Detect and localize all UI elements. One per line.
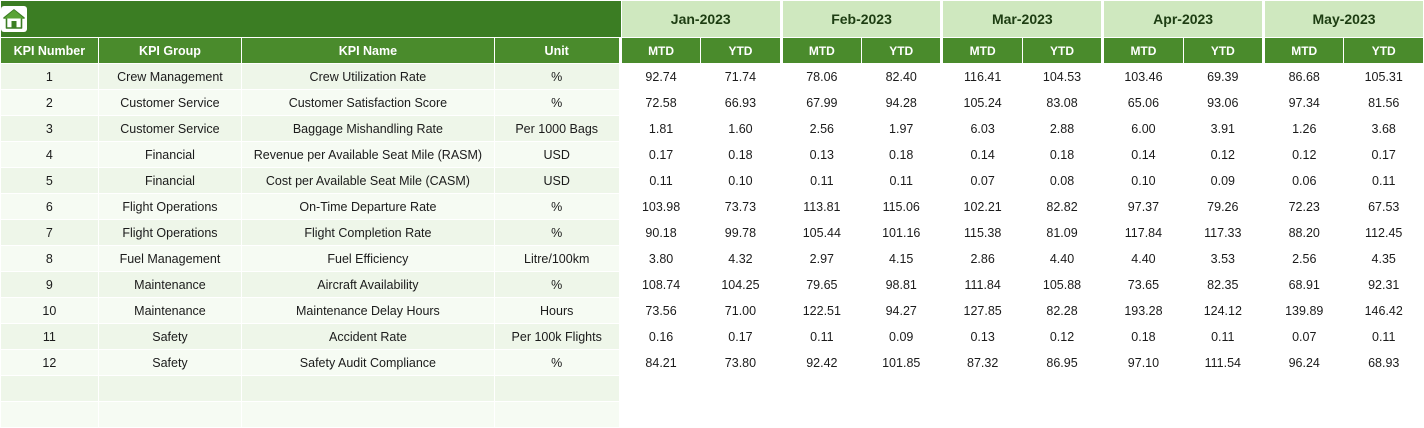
cell-feb-ytd: 101.85 bbox=[862, 350, 941, 376]
cell-empty bbox=[1265, 376, 1344, 402]
cell-may-ytd: 81.56 bbox=[1344, 90, 1424, 116]
cell-jan-mtd: 0.16 bbox=[621, 324, 700, 350]
metric-header-apr-ytd[interactable]: YTD bbox=[1183, 38, 1262, 64]
cell-apr-mtd: 103.46 bbox=[1104, 64, 1183, 90]
cell-kpi-number: 2 bbox=[1, 90, 99, 116]
table-row[interactable] bbox=[1, 168, 1424, 194]
cell-kpi-group: Customer Service bbox=[98, 116, 242, 142]
cell-kpi-group: Flight Operations bbox=[98, 194, 242, 220]
cell-may-mtd: 68.91 bbox=[1265, 272, 1344, 298]
cell-apr-ytd: 82.35 bbox=[1183, 272, 1262, 298]
cell-may-ytd: 4.35 bbox=[1344, 246, 1424, 272]
cell-kpi-number: 8 bbox=[1, 246, 99, 272]
cell-kpi-name: Accident Rate bbox=[242, 324, 494, 350]
cell-may-mtd: 0.06 bbox=[1265, 168, 1344, 194]
cell-kpi-name: On-Time Departure Rate bbox=[242, 194, 494, 220]
cell-kpi-number: 12 bbox=[1, 350, 99, 376]
cell-mar-mtd: 127.85 bbox=[943, 298, 1022, 324]
cell-mar-ytd: 0.08 bbox=[1022, 168, 1101, 194]
column-header-kpi-number[interactable]: KPI Number bbox=[1, 38, 99, 64]
cell-feb-ytd: 94.27 bbox=[862, 298, 941, 324]
cell-unit: Per 100k Flights bbox=[494, 324, 619, 350]
cell-kpi-name: Revenue per Available Seat Mile (RASM) bbox=[242, 142, 494, 168]
cell-empty bbox=[1183, 376, 1262, 402]
cell-mar-mtd: 6.03 bbox=[943, 116, 1022, 142]
cell-feb-ytd: 115.06 bbox=[862, 194, 941, 220]
cell-mar-mtd: 102.21 bbox=[943, 194, 1022, 220]
cell-apr-mtd: 97.37 bbox=[1104, 194, 1183, 220]
metric-header-apr-mtd[interactable]: MTD bbox=[1104, 38, 1183, 64]
cell-apr-ytd: 93.06 bbox=[1183, 90, 1262, 116]
cell-may-ytd: 92.31 bbox=[1344, 272, 1424, 298]
cell-feb-mtd: 92.42 bbox=[782, 350, 861, 376]
cell-feb-ytd: 0.09 bbox=[862, 324, 941, 350]
cell-may-mtd: 88.20 bbox=[1265, 220, 1344, 246]
cell-mar-ytd: 0.18 bbox=[1022, 142, 1101, 168]
cell-kpi-group: Customer Service bbox=[98, 90, 242, 116]
cell-empty bbox=[1344, 402, 1424, 428]
month-header-may: May-2023 bbox=[1265, 1, 1424, 38]
cell-jan-ytd: 1.60 bbox=[701, 116, 780, 142]
cell-apr-mtd: 0.10 bbox=[1104, 168, 1183, 194]
cell-empty bbox=[943, 376, 1022, 402]
cell-kpi-group: Flight Operations bbox=[98, 220, 242, 246]
cell-feb-mtd: 2.97 bbox=[782, 246, 861, 272]
cell-jan-mtd: 3.80 bbox=[621, 246, 700, 272]
metric-header-mar-mtd[interactable]: MTD bbox=[943, 38, 1022, 64]
cell-jan-ytd: 71.74 bbox=[701, 64, 780, 90]
cell-mar-mtd: 115.38 bbox=[943, 220, 1022, 246]
cell-unit: USD bbox=[494, 168, 619, 194]
table-row-empty bbox=[1, 402, 1424, 428]
month-band-row bbox=[1, 1, 1424, 38]
cell-unit: % bbox=[494, 350, 619, 376]
cell-mar-ytd: 104.53 bbox=[1022, 64, 1101, 90]
cell-empty bbox=[943, 402, 1022, 428]
table-row[interactable] bbox=[1, 142, 1424, 168]
cell-unit: Per 1000 Bags bbox=[494, 116, 619, 142]
cell-mar-ytd: 81.09 bbox=[1022, 220, 1101, 246]
cell-kpi-name: Maintenance Delay Hours bbox=[242, 298, 494, 324]
cell-kpi-name: Fuel Efficiency bbox=[242, 246, 494, 272]
cell-kpi-name: Crew Utilization Rate bbox=[242, 64, 494, 90]
month-header-jan: Jan-2023 bbox=[621, 1, 780, 38]
cell-feb-mtd: 105.44 bbox=[782, 220, 861, 246]
cell-may-mtd: 139.89 bbox=[1265, 298, 1344, 324]
cell-kpi-name: Cost per Available Seat Mile (CASM) bbox=[242, 168, 494, 194]
cell-may-ytd: 67.53 bbox=[1344, 194, 1424, 220]
cell-may-ytd: 0.17 bbox=[1344, 142, 1424, 168]
metric-header-mar-ytd[interactable]: YTD bbox=[1022, 38, 1101, 64]
cell-empty bbox=[98, 402, 242, 428]
metric-header-feb-mtd[interactable]: MTD bbox=[782, 38, 861, 64]
cell-jan-ytd: 4.32 bbox=[701, 246, 780, 272]
table-body bbox=[1, 64, 1424, 428]
cell-feb-ytd: 0.11 bbox=[862, 168, 941, 194]
cell-apr-mtd: 0.18 bbox=[1104, 324, 1183, 350]
table-row[interactable] bbox=[1, 64, 1424, 90]
cell-apr-ytd: 0.09 bbox=[1183, 168, 1262, 194]
cell-may-ytd: 3.68 bbox=[1344, 116, 1424, 142]
cell-apr-ytd: 117.33 bbox=[1183, 220, 1262, 246]
cell-kpi-name: Flight Completion Rate bbox=[242, 220, 494, 246]
cell-empty bbox=[701, 376, 780, 402]
cell-may-mtd: 97.34 bbox=[1265, 90, 1344, 116]
cell-empty bbox=[701, 402, 780, 428]
cell-may-mtd: 0.12 bbox=[1265, 142, 1344, 168]
cell-unit: % bbox=[494, 90, 619, 116]
cell-apr-ytd: 79.26 bbox=[1183, 194, 1262, 220]
cell-jan-mtd: 90.18 bbox=[621, 220, 700, 246]
cell-apr-mtd: 0.14 bbox=[1104, 142, 1183, 168]
cell-mar-mtd: 0.07 bbox=[943, 168, 1022, 194]
cell-jan-mtd: 92.74 bbox=[621, 64, 700, 90]
metric-header-may-ytd[interactable]: YTD bbox=[1344, 38, 1424, 64]
cell-may-mtd: 86.68 bbox=[1265, 64, 1344, 90]
month-header-mar: Mar-2023 bbox=[943, 1, 1102, 38]
logo-cell[interactable] bbox=[1, 1, 622, 38]
cell-mar-ytd: 105.88 bbox=[1022, 272, 1101, 298]
cell-unit: Litre/100km bbox=[494, 246, 619, 272]
cell-kpi-name: Customer Satisfaction Score bbox=[242, 90, 494, 116]
cell-empty bbox=[1104, 402, 1183, 428]
table-row[interactable] bbox=[1, 324, 1424, 350]
cell-unit: % bbox=[494, 272, 619, 298]
cell-unit: USD bbox=[494, 142, 619, 168]
metric-header-feb-ytd[interactable]: YTD bbox=[862, 38, 941, 64]
table-row[interactable] bbox=[1, 298, 1424, 324]
table-row[interactable] bbox=[1, 350, 1424, 376]
column-header-row bbox=[1, 38, 1424, 64]
cell-empty bbox=[782, 376, 861, 402]
cell-apr-mtd: 4.40 bbox=[1104, 246, 1183, 272]
cell-mar-ytd: 2.88 bbox=[1022, 116, 1101, 142]
cell-may-mtd: 96.24 bbox=[1265, 350, 1344, 376]
cell-apr-ytd: 3.53 bbox=[1183, 246, 1262, 272]
cell-empty bbox=[1, 376, 99, 402]
cell-empty bbox=[1022, 402, 1101, 428]
cell-mar-mtd: 2.86 bbox=[943, 246, 1022, 272]
cell-feb-mtd: 122.51 bbox=[782, 298, 861, 324]
cell-mar-ytd: 4.40 bbox=[1022, 246, 1101, 272]
cell-feb-mtd: 67.99 bbox=[782, 90, 861, 116]
cell-empty bbox=[242, 376, 494, 402]
cell-empty bbox=[621, 402, 700, 428]
cell-jan-ytd: 71.00 bbox=[701, 298, 780, 324]
cell-feb-ytd: 1.97 bbox=[862, 116, 941, 142]
cell-empty bbox=[242, 402, 494, 428]
cell-jan-ytd: 99.78 bbox=[701, 220, 780, 246]
cell-mar-mtd: 105.24 bbox=[943, 90, 1022, 116]
cell-jan-ytd: 104.25 bbox=[701, 272, 780, 298]
cell-may-mtd: 0.07 bbox=[1265, 324, 1344, 350]
cell-unit: % bbox=[494, 220, 619, 246]
cell-kpi-group: Financial bbox=[98, 142, 242, 168]
cell-unit: Hours bbox=[494, 298, 619, 324]
table-header bbox=[1, 1, 1424, 64]
cell-kpi-number: 3 bbox=[1, 116, 99, 142]
cell-feb-mtd: 0.11 bbox=[782, 324, 861, 350]
metric-header-may-mtd[interactable]: MTD bbox=[1265, 38, 1344, 64]
cell-jan-mtd: 72.58 bbox=[621, 90, 700, 116]
cell-apr-mtd: 117.84 bbox=[1104, 220, 1183, 246]
cell-may-mtd: 2.56 bbox=[1265, 246, 1344, 272]
cell-may-ytd: 146.42 bbox=[1344, 298, 1424, 324]
cell-jan-mtd: 1.81 bbox=[621, 116, 700, 142]
cell-kpi-number: 4 bbox=[1, 142, 99, 168]
cell-feb-ytd: 4.15 bbox=[862, 246, 941, 272]
metric-header-jan-mtd[interactable]: MTD bbox=[621, 38, 700, 64]
cell-kpi-group: Financial bbox=[98, 168, 242, 194]
cell-empty bbox=[1344, 376, 1424, 402]
cell-empty bbox=[494, 402, 619, 428]
cell-apr-ytd: 0.11 bbox=[1183, 324, 1262, 350]
cell-kpi-number: 11 bbox=[1, 324, 99, 350]
cell-may-ytd: 0.11 bbox=[1344, 324, 1424, 350]
cell-feb-mtd: 0.13 bbox=[782, 142, 861, 168]
cell-empty bbox=[1, 402, 99, 428]
cell-may-ytd: 112.45 bbox=[1344, 220, 1424, 246]
cell-kpi-name: Safety Audit Compliance bbox=[242, 350, 494, 376]
cell-kpi-group: Safety bbox=[98, 324, 242, 350]
cell-may-ytd: 68.93 bbox=[1344, 350, 1424, 376]
cell-mar-mtd: 111.84 bbox=[943, 272, 1022, 298]
cell-apr-mtd: 97.10 bbox=[1104, 350, 1183, 376]
cell-kpi-group: Fuel Management bbox=[98, 246, 242, 272]
cell-apr-ytd: 69.39 bbox=[1183, 64, 1262, 90]
cell-kpi-group: Crew Management bbox=[98, 64, 242, 90]
cell-jan-mtd: 0.11 bbox=[621, 168, 700, 194]
cell-apr-mtd: 65.06 bbox=[1104, 90, 1183, 116]
cell-empty bbox=[494, 376, 619, 402]
cell-empty bbox=[1022, 376, 1101, 402]
cell-kpi-name: Baggage Mishandling Rate bbox=[242, 116, 494, 142]
cell-feb-ytd: 0.18 bbox=[862, 142, 941, 168]
column-header-unit[interactable]: Unit bbox=[494, 38, 619, 64]
cell-feb-mtd: 0.11 bbox=[782, 168, 861, 194]
cell-feb-mtd: 113.81 bbox=[782, 194, 861, 220]
cell-jan-mtd: 84.21 bbox=[621, 350, 700, 376]
cell-jan-mtd: 103.98 bbox=[621, 194, 700, 220]
cell-mar-mtd: 87.32 bbox=[943, 350, 1022, 376]
table-row[interactable] bbox=[1, 246, 1424, 272]
cell-kpi-name: Aircraft Availability bbox=[242, 272, 494, 298]
cell-mar-ytd: 0.12 bbox=[1022, 324, 1101, 350]
cell-jan-ytd: 73.80 bbox=[701, 350, 780, 376]
cell-feb-ytd: 98.81 bbox=[862, 272, 941, 298]
home-icon[interactable] bbox=[1, 6, 27, 32]
table-row-empty bbox=[1, 376, 1424, 402]
cell-feb-mtd: 78.06 bbox=[782, 64, 861, 90]
column-header-kpi-name[interactable]: KPI Name bbox=[242, 38, 494, 64]
cell-jan-ytd: 0.17 bbox=[701, 324, 780, 350]
cell-kpi-number: 7 bbox=[1, 220, 99, 246]
cell-empty bbox=[621, 376, 700, 402]
cell-mar-ytd: 82.82 bbox=[1022, 194, 1101, 220]
column-header-kpi-group[interactable]: KPI Group bbox=[98, 38, 242, 64]
cell-mar-mtd: 0.14 bbox=[943, 142, 1022, 168]
cell-jan-mtd: 73.56 bbox=[621, 298, 700, 324]
cell-may-mtd: 72.23 bbox=[1265, 194, 1344, 220]
cell-empty bbox=[862, 402, 941, 428]
cell-kpi-number: 10 bbox=[1, 298, 99, 324]
table-row[interactable] bbox=[1, 116, 1424, 142]
cell-jan-mtd: 108.74 bbox=[621, 272, 700, 298]
cell-kpi-group: Safety bbox=[98, 350, 242, 376]
cell-empty bbox=[1265, 402, 1344, 428]
table-row[interactable] bbox=[1, 194, 1424, 220]
cell-empty bbox=[1104, 376, 1183, 402]
cell-kpi-number: 1 bbox=[1, 64, 99, 90]
cell-empty bbox=[98, 376, 242, 402]
cell-mar-ytd: 83.08 bbox=[1022, 90, 1101, 116]
cell-apr-mtd: 73.65 bbox=[1104, 272, 1183, 298]
cell-jan-mtd: 0.17 bbox=[621, 142, 700, 168]
cell-apr-ytd: 111.54 bbox=[1183, 350, 1262, 376]
cell-may-ytd: 0.11 bbox=[1344, 168, 1424, 194]
cell-empty bbox=[1183, 402, 1262, 428]
table-row[interactable] bbox=[1, 90, 1424, 116]
cell-jan-ytd: 0.10 bbox=[701, 168, 780, 194]
cell-mar-ytd: 86.95 bbox=[1022, 350, 1101, 376]
cell-kpi-number: 5 bbox=[1, 168, 99, 194]
cell-apr-ytd: 3.91 bbox=[1183, 116, 1262, 142]
cell-jan-ytd: 66.93 bbox=[701, 90, 780, 116]
cell-mar-mtd: 0.13 bbox=[943, 324, 1022, 350]
month-header-feb: Feb-2023 bbox=[782, 1, 941, 38]
cell-kpi-group: Maintenance bbox=[98, 298, 242, 324]
cell-apr-mtd: 6.00 bbox=[1104, 116, 1183, 142]
cell-jan-ytd: 73.73 bbox=[701, 194, 780, 220]
cell-apr-ytd: 124.12 bbox=[1183, 298, 1262, 324]
cell-feb-ytd: 94.28 bbox=[862, 90, 941, 116]
cell-apr-ytd: 0.12 bbox=[1183, 142, 1262, 168]
cell-kpi-number: 6 bbox=[1, 194, 99, 220]
cell-jan-ytd: 0.18 bbox=[701, 142, 780, 168]
month-header-apr: Apr-2023 bbox=[1104, 1, 1263, 38]
cell-may-mtd: 1.26 bbox=[1265, 116, 1344, 142]
cell-apr-mtd: 193.28 bbox=[1104, 298, 1183, 324]
cell-empty bbox=[782, 402, 861, 428]
cell-may-ytd: 105.31 bbox=[1344, 64, 1424, 90]
cell-unit: % bbox=[494, 194, 619, 220]
cell-kpi-group: Maintenance bbox=[98, 272, 242, 298]
cell-unit: % bbox=[494, 64, 619, 90]
metric-header-jan-ytd[interactable]: YTD bbox=[701, 38, 780, 64]
cell-feb-mtd: 79.65 bbox=[782, 272, 861, 298]
cell-kpi-number: 9 bbox=[1, 272, 99, 298]
cell-feb-ytd: 82.40 bbox=[862, 64, 941, 90]
cell-feb-mtd: 2.56 bbox=[782, 116, 861, 142]
cell-feb-ytd: 101.16 bbox=[862, 220, 941, 246]
cell-empty bbox=[862, 376, 941, 402]
table-row[interactable] bbox=[1, 220, 1424, 246]
table-row[interactable] bbox=[1, 272, 1424, 298]
cell-mar-mtd: 116.41 bbox=[943, 64, 1022, 90]
cell-mar-ytd: 82.28 bbox=[1022, 298, 1101, 324]
